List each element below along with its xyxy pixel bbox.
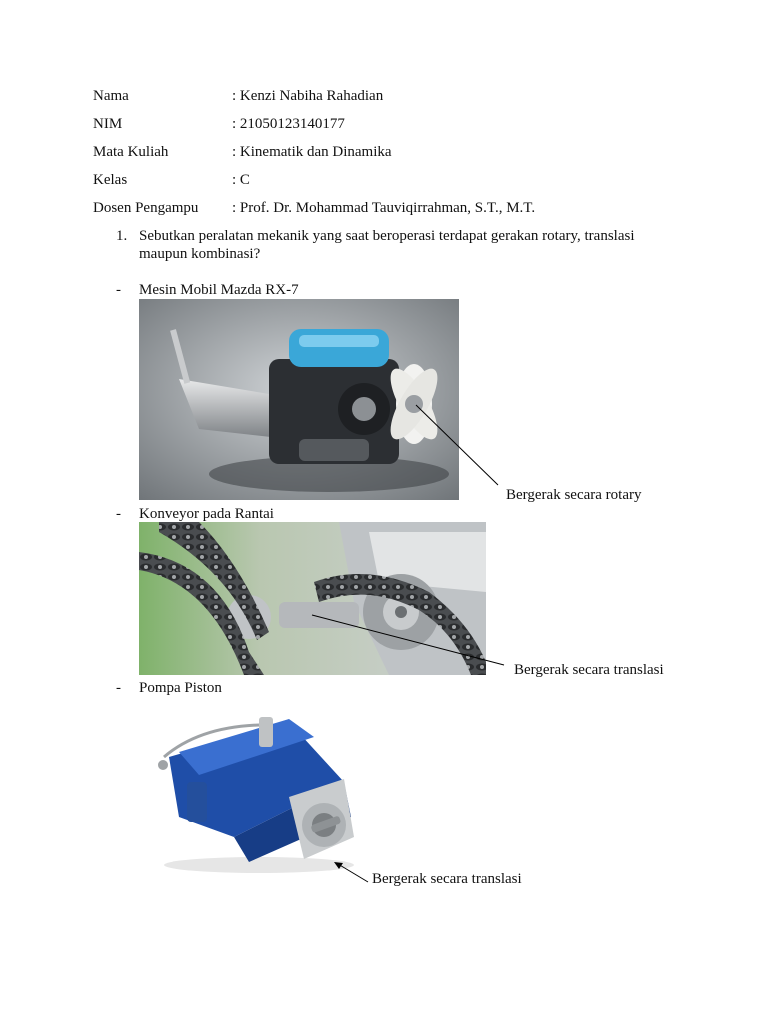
piston-pump-photo — [139, 697, 371, 880]
field-label-dosen: Dosen Pengampu — [93, 200, 199, 216]
annotation-pointer-line — [300, 605, 510, 670]
question-number: 1. — [116, 228, 128, 244]
annotation-translation-pump: Bergerak secara translasi — [372, 871, 522, 887]
item-bullet: - — [116, 282, 121, 298]
question-text: Sebutkan peralatan mekanik yang saat beroperasi terdapat gerakan rotary, translasi maupun kombinasi? — [139, 228, 635, 262]
field-value-nim: : 21050123140177 — [232, 116, 345, 132]
item-title-mazda-engine: Mesin Mobil Mazda RX-7 — [139, 282, 299, 298]
item-title-chain-conveyor: Konveyor pada Rantai — [139, 506, 274, 522]
annotation-pointer-line — [400, 395, 510, 490]
annotation-rotary: Bergerak secara rotary — [506, 487, 642, 503]
field-value-nama: : Kenzi Nabiha Rahadian — [232, 88, 384, 104]
field-label-kelas: Kelas — [93, 172, 128, 188]
field-value-dosen: : Prof. Dr. Mohammad Tauviqirrahman, S.T., M.T. — [232, 200, 536, 216]
item-bullet: - — [116, 506, 121, 522]
field-label-nama: Nama — [93, 88, 129, 104]
field-value-kelas: : C — [232, 172, 250, 188]
field-label-nim: NIM — [93, 116, 123, 132]
annotation-arrow — [330, 858, 375, 888]
item-title-piston-pump: Pompa Piston — [139, 680, 222, 696]
item-bullet: - — [116, 680, 121, 696]
field-label-mata-kuliah: Mata Kuliah — [93, 144, 169, 160]
field-value-mata-kuliah: : Kinematik dan Dinamika — [232, 144, 392, 160]
annotation-translation-conveyor: Bergerak secara translasi — [514, 662, 664, 678]
